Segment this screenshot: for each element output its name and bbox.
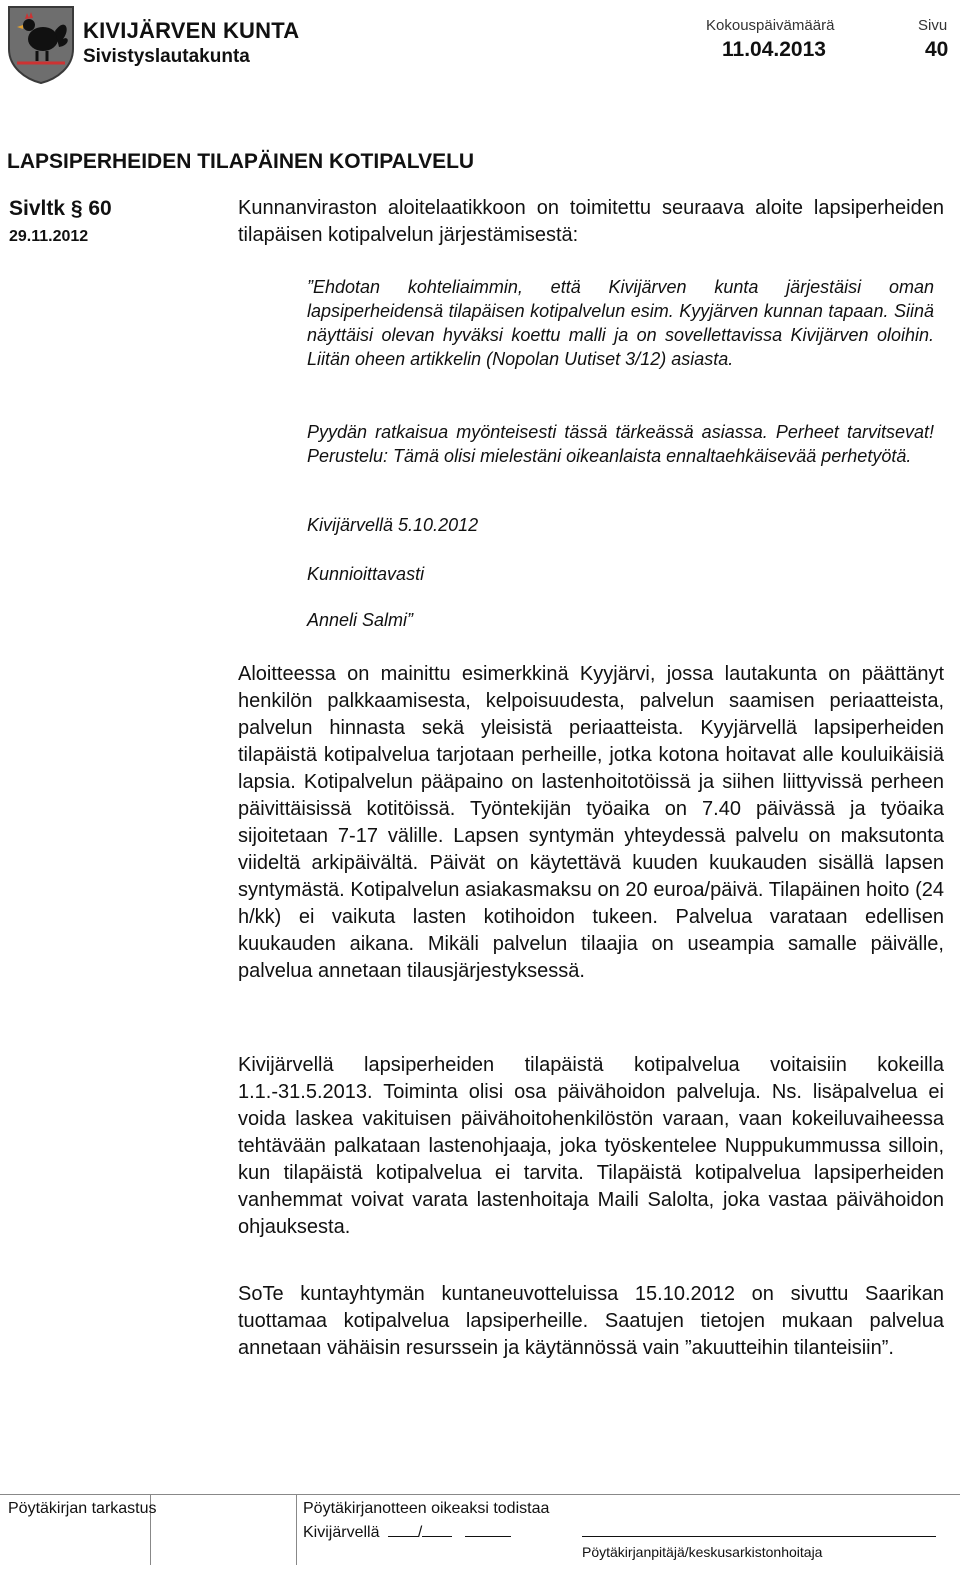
section-number: Sivltk § 60 (9, 197, 112, 220)
quote-paragraph: Pyydän ratkaisua myönteisesti tässä tärkeässä asiassa. Perheet tarvitsevat! Perustelu: Tämä olisi mielestäni oikeanlaista ennaltaehkäisevää perhetyötä. (307, 422, 934, 466)
document-title: LAPSIPERHEIDEN TILAPÄINEN KOTIPALVELU (7, 150, 475, 173)
month-blank (422, 1522, 452, 1537)
footer-place: Kivijärvellä (303, 1524, 380, 1541)
footer-certify-label: Pöytäkirjanotteen oikeaksi todistaa (303, 1500, 550, 1517)
body-paragraph: Aloitteessa on mainittu esimerkkinä Kyyjärvi, jossa lautakunta on päättänyt henkilön palkkaamisesta, kelpoisuudesta, palvelun saamisen periaatteista, palvelun hinnasta sekä yleisistä periaatteista. Kyyjärvellä lapsiperheiden tilapäistä kotipalvelua tarjotaan perheille, jotka kotona hoitavat alle kouluikäisiä lapsia. Kotipalvelun pääpaino on lastenhoitotöissä ja siihen liittyvissä perheen päivittäisissä kotitöissä. Työntekijän työaika on 7.40 päivässä ja työaika sijoitetaan 7-17 välille. Lapsen syntymän yhteydessä palvelu on maksutonta viideltä arkipäivältä. Päivät on käytettävä kuuden kuukauden sisällä lapsen syntymästä. Kotipalvelun asiakasmaksu on 20 euroa/päivä. Tilapäinen hoito (24 h/kk) ei vaikuta lasten kotihoidon tukeen. Palvelua varataan edellisen kuukauden aikana. Mikäli palvelun tilaajia on useampia samalle päivälle, palvelua annetaan tilausjärjestyksessä. (238, 663, 944, 982)
page-number: 40 (925, 38, 949, 61)
municipal-crest-logo (5, 5, 77, 85)
section-date: 29.11.2012 (9, 228, 89, 245)
page-label: Sivu (918, 17, 948, 34)
date-separator: / (417, 1524, 423, 1541)
quote-paragraph: ”Ehdotan kohteliaimmin, että Kivijärven kunta järjestäisi oman lapsiperheidensä tilapäisen kotipalvelun esim. Kyyjärven kunnan tapaan. Siinä näyttäisi olevan hyväksi koettu malli ja on sovellettavissa Kivijärven oloihin. Liitän oheen artikkelin (Nopolan Uutiset 3/12) asiasta. (307, 277, 934, 369)
quote-closing: Kunnioittavasti (307, 564, 425, 584)
committee-name: Sivistyslautakunta (83, 46, 250, 67)
signature-line (582, 1536, 936, 1537)
body-paragraph: Kivijärvellä lapsiperheiden tilapäistä kotipalvelua voitaisiin kokeilla 1.1.-31.5.2013. Toiminta olisi osa päivähoidon palveluja. Ns. lisäpalvelua ei voida laskea vakituisen päivähoitohenkilöstön varaan, vaan kokeiluvaiheessa tehtävään palkataan lastenohjaaja, joka työskentelee Nuppukummussa silloin, kun tilapäistä kotipalvelua ei tarvita. Tilapäistä kotipalvelua lapsiperheiden vanhemmat voivat varata lastenhoitaja Maili Salolta, joka vastaa päivähoidon ohjauksesta. (238, 1054, 944, 1238)
intro-paragraph: Kunnanviraston aloitelaatikkoon on toimitettu seuraava aloite lapsiperheiden tilapäisen kotipalvelun järjestämisestä: (238, 197, 944, 246)
footer-place-date (303, 1522, 511, 1542)
year-blank (465, 1522, 511, 1537)
footer-divider (0, 1494, 960, 1495)
meeting-date-label: Kokouspäivämäärä (706, 17, 835, 34)
quote-signature: Anneli Salmi” (307, 610, 414, 630)
footer-review-label: Pöytäkirjan tarkastus (8, 1500, 157, 1517)
body-paragraph: SoTe kuntayhtymän kuntaneuvotteluissa 15.10.2012 on sivuttu Saarikan tuottamaa kotipalvelua lapsiperheille. Saatujen tietojen mukaan palvelua annetaan vähäisin resurssein ja käytännössä vain ”akuutteihin tilanteisiin”. (238, 1283, 944, 1359)
day-blank (388, 1522, 418, 1537)
footer-separator (296, 1495, 297, 1565)
organization-name: KIVIJÄRVEN KUNTA (83, 18, 300, 43)
footer-signer-title: Pöytäkirjanpitäjä/keskusarkistonhoitaja (582, 1544, 823, 1560)
meeting-date: 11.04.2013 (722, 38, 826, 61)
quote-place-date: Kivijärvellä 5.10.2012 (307, 515, 479, 535)
